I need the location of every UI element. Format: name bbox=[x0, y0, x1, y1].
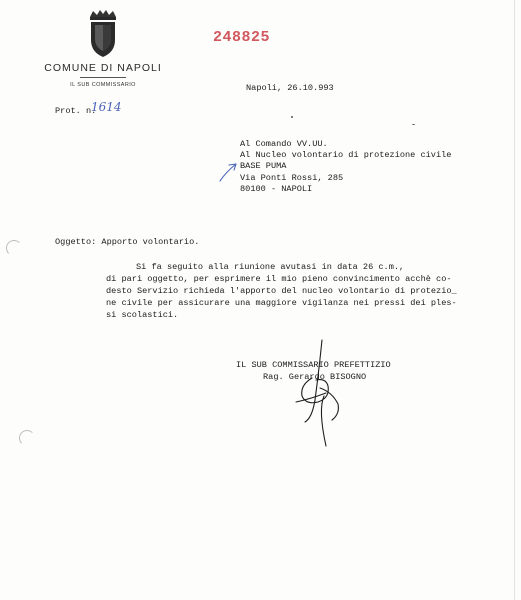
recipient-line: BASE PUMA bbox=[240, 161, 287, 171]
recipient-line: Via Ponti Rossi, 285 bbox=[240, 173, 344, 183]
punch-hole bbox=[19, 430, 35, 446]
protocol-number-handwritten: 1614 bbox=[91, 100, 122, 114]
city-title: COMUNE DI NAPOLI bbox=[44, 62, 162, 74]
date-line: Napoli, 26.10.993 bbox=[246, 83, 334, 93]
punch-hole bbox=[6, 240, 22, 256]
handwritten-signature bbox=[296, 340, 338, 446]
recipient-line: Al Comando VV.UU. bbox=[240, 139, 328, 149]
body-line: di pari oggetto, per esprimere il mio pieno convincimento acchè co- bbox=[106, 274, 452, 284]
scan-speck bbox=[291, 116, 293, 118]
subject-line: Oggetto: Apporto volontario. bbox=[55, 237, 200, 247]
body-line: ne civile per assicurare una maggiore vigilanza nei pressi dei ples- bbox=[106, 298, 457, 308]
recipient-line: Al Nucleo volontario di protezione civile bbox=[240, 150, 452, 160]
body-line: si scolastici. bbox=[106, 310, 179, 320]
letterhead-divider bbox=[80, 77, 126, 78]
protocol-label: Prot. n. bbox=[55, 106, 97, 116]
body-line: desto Servizio richieda l'apporto del nucleo volontario di protezio_ bbox=[106, 286, 457, 296]
recipient-line: 80100 - NAPOLI bbox=[240, 184, 313, 194]
body-line: Si fa seguito alla riunione avutasi in data 26 c.m., bbox=[136, 262, 405, 272]
signatory-title: IL SUB COMMISSARIO PREFETTIZIO bbox=[236, 360, 391, 370]
scan-edge bbox=[514, 0, 515, 600]
scan-speck bbox=[412, 124, 415, 125]
coat-of-arms-icon bbox=[86, 10, 120, 58]
registration-stamp: 248825 bbox=[213, 29, 271, 46]
signatory-name: Rag. Gerardo BISOGNO bbox=[263, 372, 367, 382]
office-title: IL SUB COMMISSARIO bbox=[70, 82, 136, 88]
blue-arrow-mark bbox=[220, 164, 236, 181]
